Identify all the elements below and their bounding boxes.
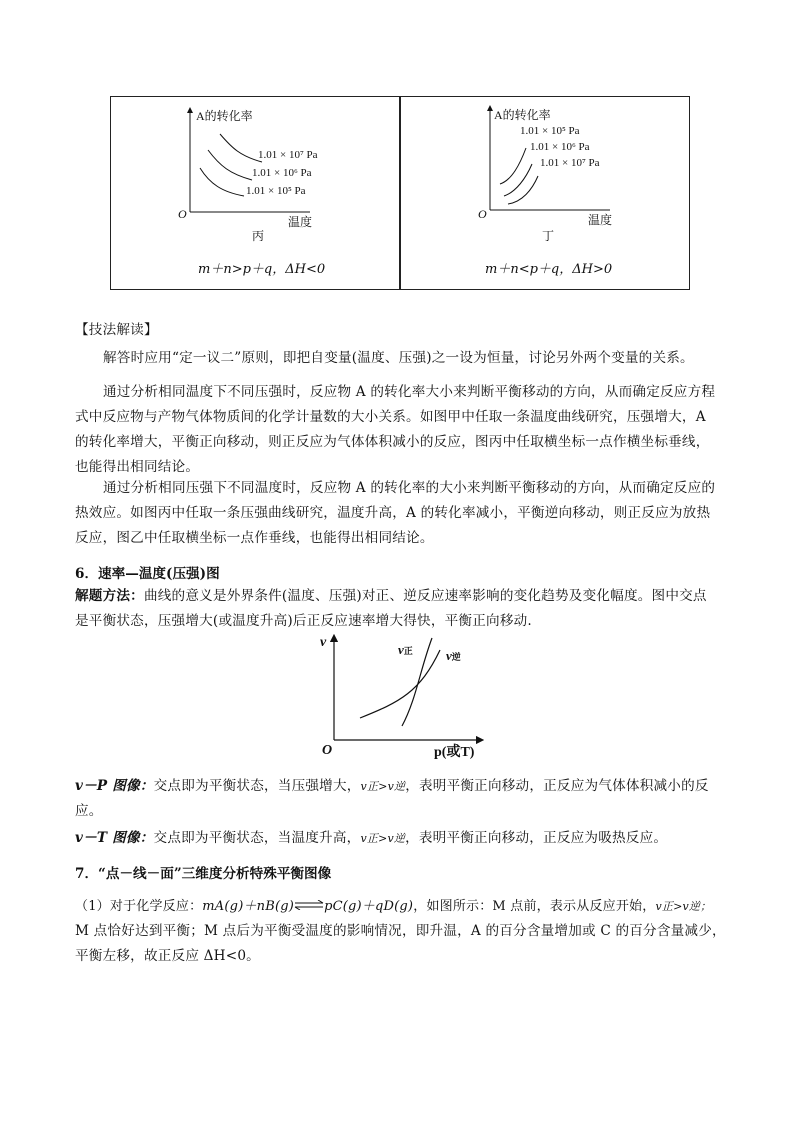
origin-label: O: [478, 207, 487, 221]
vp-line-2: 应。: [75, 803, 103, 819]
l1-suffix: v正>v逆；: [655, 900, 712, 913]
curve-label-1: 1.01 × 10⁵ Pa: [520, 125, 580, 137]
vt-text-a: 交点即为平衡状态，当温度升高，: [153, 830, 361, 846]
method-label: 解题方法：: [75, 588, 144, 604]
section-7-heading: 7．“点－线－面”三维度分析特殊平衡图像: [75, 866, 332, 882]
l1-prefix: （1）对于化学反应：: [75, 899, 203, 914]
reaction-right: pC(g)＋qD(g): [324, 899, 414, 914]
v-comparison: v正>v逆: [360, 832, 406, 845]
v-comparison: v正>v逆: [360, 780, 406, 793]
graph-bing: [170, 104, 370, 244]
paragraph-3-line-1: 通过分析相同压强下不同温度时，反应物 A 的转化率的大小来判断平衡移动的方向，从而确定反应的: [103, 480, 716, 496]
equilibrium-arrow-icon: [294, 894, 324, 919]
section-6-heading: 6．速率—温度(压强)图: [75, 566, 220, 582]
curve-v-ni: [360, 650, 440, 718]
curve-mid-pressure: [504, 164, 532, 196]
curve-high-pressure: [220, 134, 262, 162]
vt-label: v－T 图像：: [75, 830, 154, 846]
paragraph-3-line-2: 热效应。如图丙中任取一条压强曲线研究，温度升高，A 的转化率减小，平衡逆向移动，则正反应为放热: [75, 505, 711, 521]
table-divider: [399, 96, 401, 290]
curve-label-2: 1.01 × 10⁶ Pa: [530, 141, 590, 153]
paragraph-2-line-1: 通过分析相同温度下不同压强时，反应物 A 的转化率大小来判断平衡移动的方向，从而确定反应方程: [103, 384, 716, 400]
curve-label-3: 1.01 × 10⁷ Pa: [540, 157, 600, 169]
vp-line-1: [75, 774, 709, 799]
method-line-1: [75, 584, 707, 609]
y-axis-label: v: [320, 635, 327, 650]
vp-text-b: ，表明平衡正向移动，正反应为气体体积减小的反: [405, 778, 709, 794]
paragraph-2-line-4: 也能得出相同结论。: [75, 459, 200, 475]
x-axis-label: p(或T): [434, 745, 475, 760]
paragraph-3-line-3: 反应，图乙中任取横坐标一点作垂线，也能得出相同结论。: [75, 530, 434, 546]
section-7-line-2: M 点恰好达到平衡；M 点后为平衡受温度的影响情况，即升温，A 的百分含量增加或 C 的百分含量减少，: [75, 923, 726, 939]
y-axis-label: A的转化率: [196, 109, 253, 123]
graph-caption: 丁: [542, 229, 555, 243]
v-ni-label: v逆: [446, 648, 461, 663]
reaction-left: mA(g)＋nB(g): [202, 899, 295, 914]
curve-label-3: 1.01 × 10⁵ Pa: [246, 185, 306, 197]
curve-label-1: 1.01 × 10⁷ Pa: [258, 149, 318, 161]
vp-label: v－P 图像：: [75, 778, 154, 794]
paragraph-2-line-2: 式中反应物与产物气体物质间的化学计量数的大小关系。如图甲中任取一条温度曲线研究，压强增大，A: [75, 409, 706, 425]
rate-pressure-graph: [310, 630, 510, 770]
method-text-1: 曲线的意义是外界条件(温度、压强)对正、逆反应速率影响的变化趋势及变化幅度。图中交点: [143, 588, 707, 604]
curve-label-2: 1.01 × 10⁶ Pa: [252, 167, 312, 179]
formula-ding: m＋n<p＋q，ΔH>0: [485, 262, 613, 277]
graph-ding: [472, 104, 672, 244]
x-axis-label: 温度: [288, 215, 313, 229]
curve-low-pressure: [200, 168, 244, 196]
section-7-line-1: [75, 894, 711, 919]
vt-text-b: ，表明平衡正向移动，正反应为吸热反应。: [405, 830, 668, 846]
vp-text-a: 交点即为平衡状态，当压强增大，: [153, 778, 361, 794]
formula-bing: m＋n>p＋q，ΔH<0: [198, 262, 326, 277]
l1-middle: ，如图所示：M 点前，表示从反应开始，: [413, 899, 656, 914]
origin-label: O: [178, 207, 187, 221]
origin-label: O: [322, 743, 333, 758]
curve-mid-pressure: [208, 150, 252, 180]
vt-line: [75, 826, 667, 851]
section-7-line-3: 平衡左移，故正反应 ΔH<0。: [75, 948, 260, 964]
section-title-jifa: 【技法解读】: [75, 322, 158, 338]
paragraph-2-line-3: 的转化率增大，平衡正向移动，则正反应为气体体积减小的反应，图丙中任取横坐标一点作横坐标垂线，: [75, 434, 710, 450]
x-axis-label: 温度: [588, 213, 613, 227]
paragraph-1: 解答时应用“定一议二”原则，即把自变量(温度、压强)之一设为恒量，讨论另外两个变量的关系。: [103, 350, 694, 366]
graph-caption: 丙: [252, 229, 265, 243]
y-axis-label: A的转化率: [494, 108, 551, 122]
method-line-2: 是平衡状态，压强增大(或温度升高)后正反应速率增大得快，平衡正向移动.: [75, 613, 532, 629]
v-zheng-label: v正: [398, 642, 413, 657]
curve-low-pressure: [500, 148, 526, 184]
